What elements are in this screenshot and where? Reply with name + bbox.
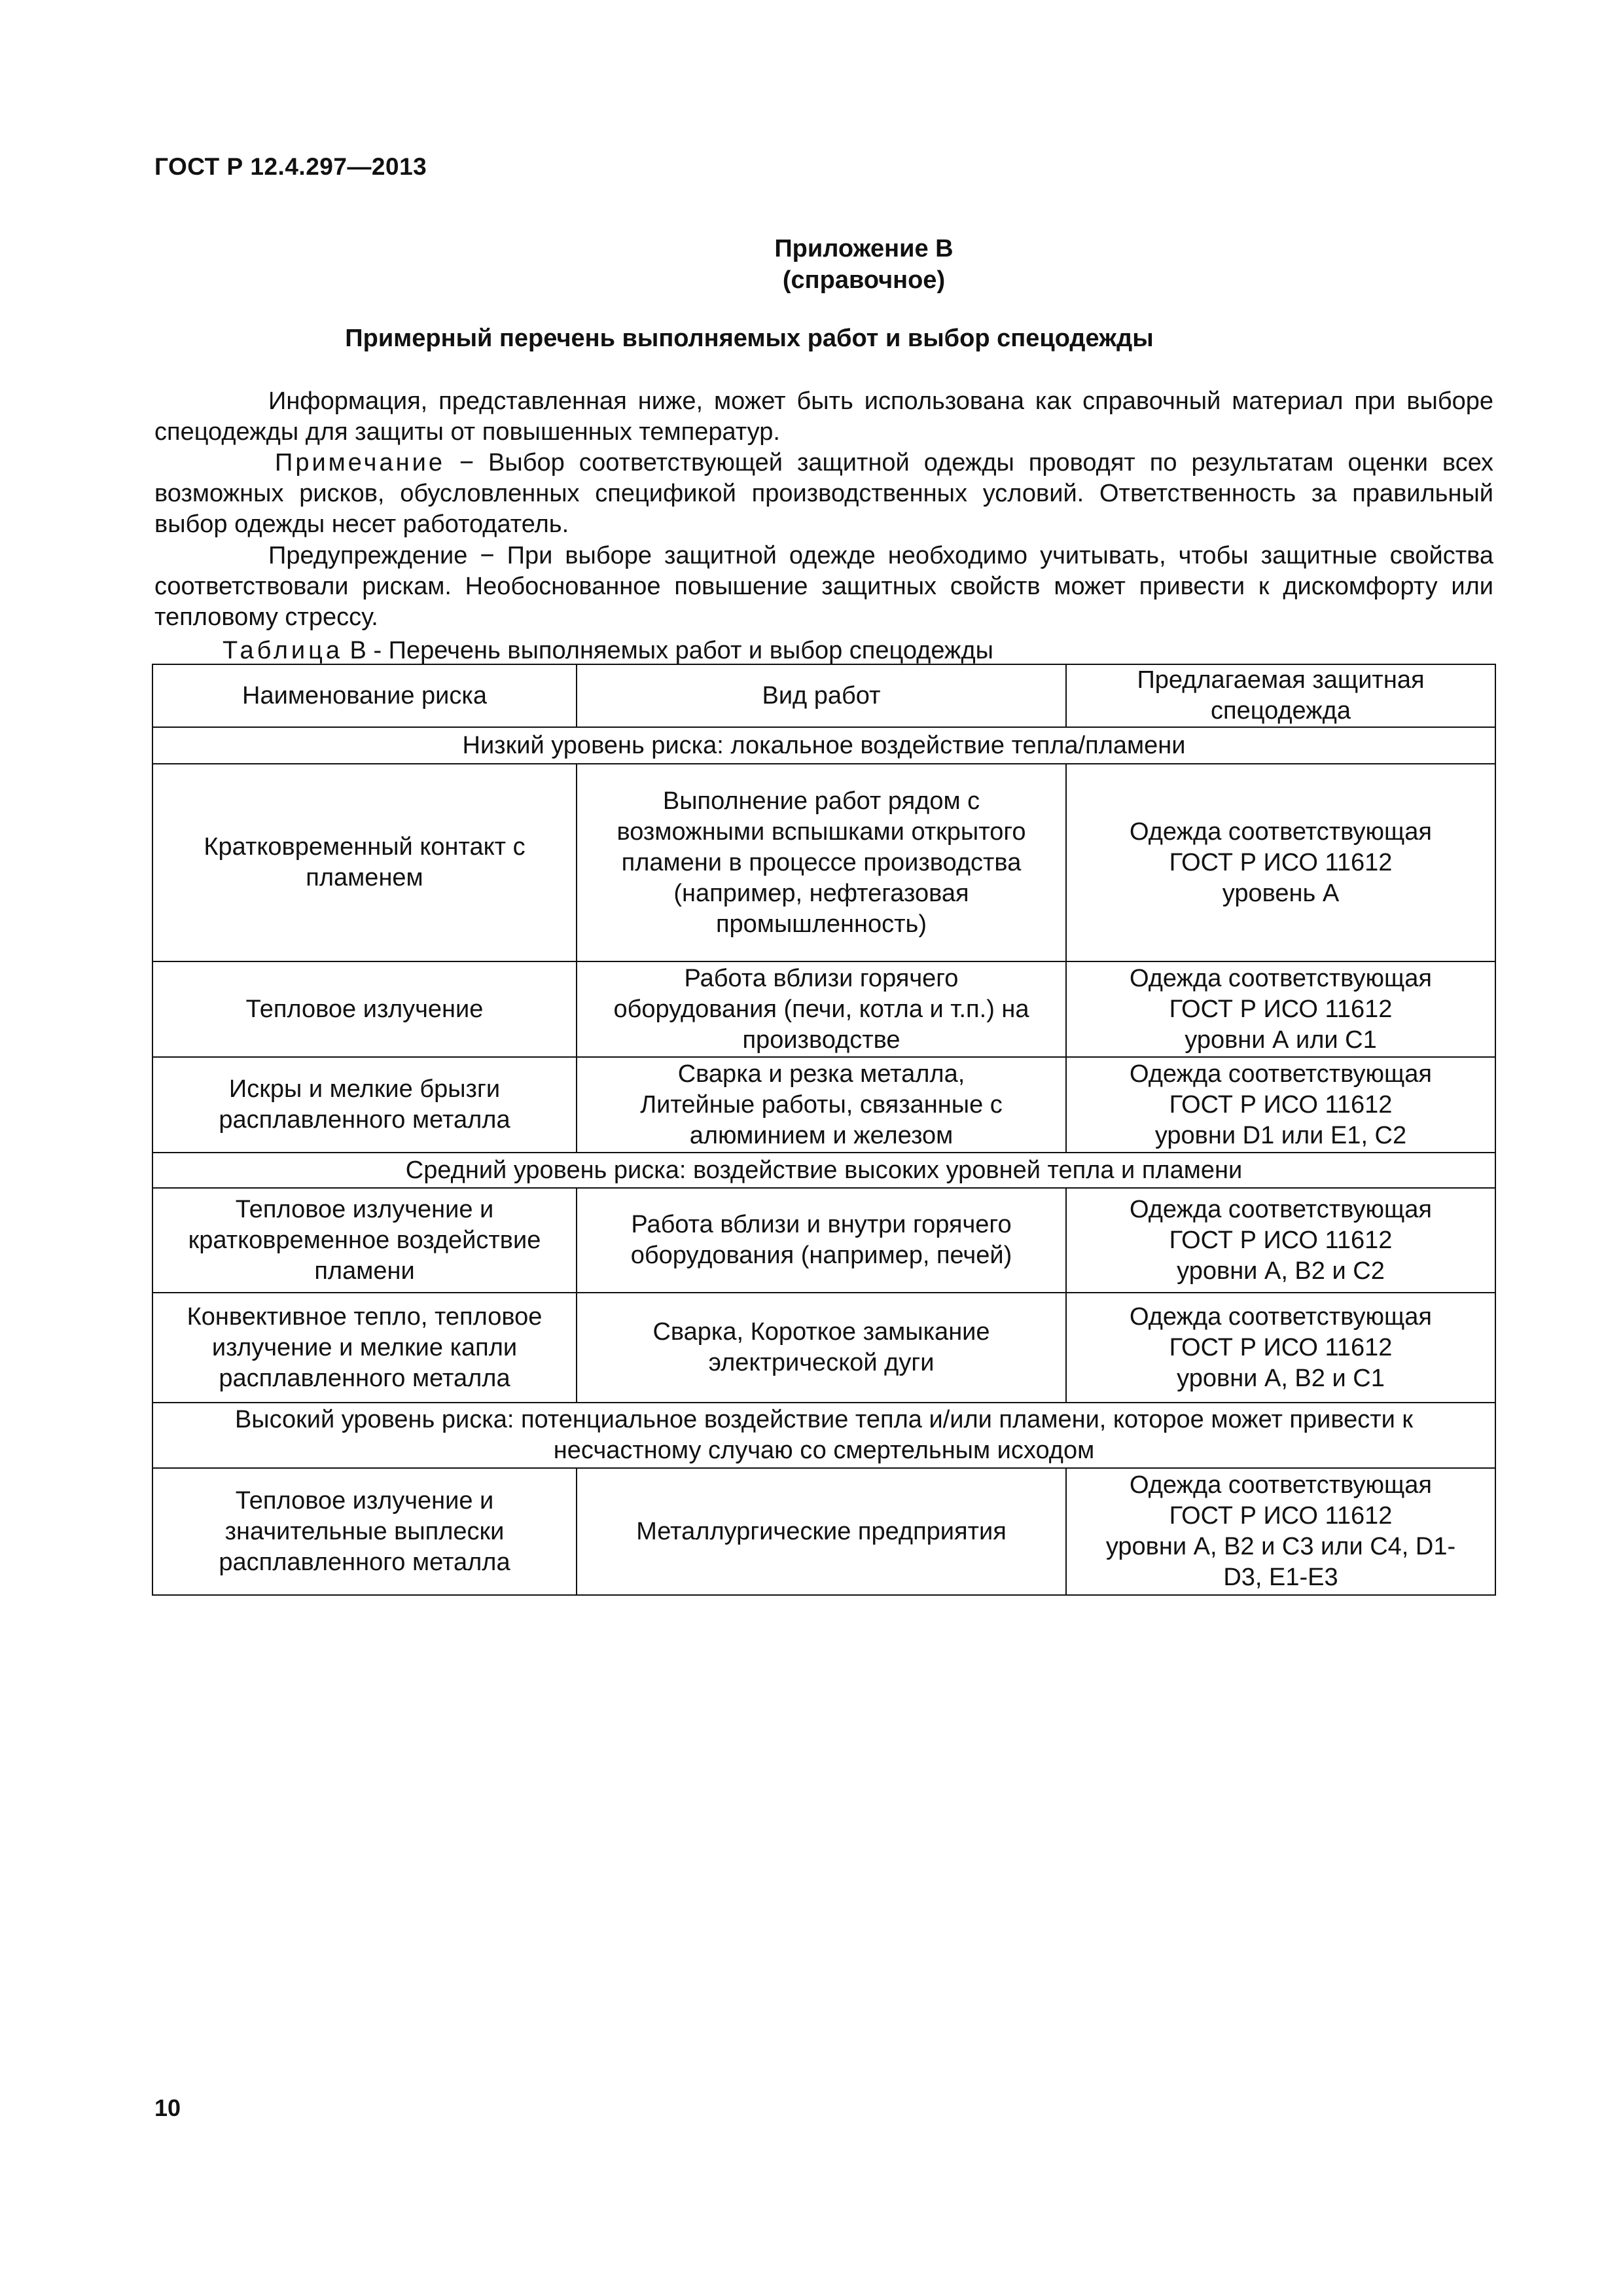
note-text: − Выбор соответствующей защитной одежды проводят по результатам оценки всех возможных рисков, обусловленных спецификой производственных условий. Ответственность за правильный выбор одежды несет работодатель. xyxy=(154,449,1493,538)
work-cell: Работа вблизи и внутри горячего оборудования (например, печей) xyxy=(577,1188,1066,1293)
info-paragraph: Информация, представленная ниже, может быть использована как справочный материал при выборе спецодежды для защиты от повышенных температур. xyxy=(154,387,1493,446)
group-title-high: Высокий уровень риска: потенциальное воздействие тепла и/или пламени, которое может привести к несчастному случаю со смертельным исходом xyxy=(152,1403,1495,1468)
work-cell: Сварка и резка металла, Литейные работы, связанные с алюминием и железом xyxy=(577,1057,1066,1153)
risk-cell: Кратковременный контакт с пламенем xyxy=(152,764,577,961)
header-risk-name: Наименование риска xyxy=(152,664,577,727)
table-row xyxy=(152,1188,1495,1293)
group-title-low: Низкий уровень риска: локальное воздействие тепла/пламени xyxy=(152,727,1495,764)
risk-cell: Конвективное тепло, тепловое излучение и мелкие капли расплавленного металла xyxy=(152,1293,577,1403)
group-row-low xyxy=(152,727,1495,764)
table-caption-text: В - Перечень выполняемых работ и выбор спецодежды xyxy=(343,637,993,664)
table-row xyxy=(152,961,1495,1057)
appendix-subtitle: (справочное) xyxy=(782,266,946,294)
clothing-cell: Одежда соответствующая ГОСТ Р ИСО 11612 уровни А, В2 и С2 xyxy=(1066,1188,1495,1293)
work-cell: Металлургические предприятия xyxy=(577,1468,1066,1595)
table-row xyxy=(152,1468,1495,1595)
risk-cell: Тепловое излучение и кратковременное воздействие пламени xyxy=(152,1188,577,1293)
document-code: ГОСТ Р 12.4.297—2013 xyxy=(154,153,427,180)
appendix-heading xyxy=(654,233,1073,296)
work-cell: Выполнение работ рядом с возможными вспышками открытого пламени в процессе производства (например, нефтегазовая промышленность) xyxy=(577,764,1066,961)
table-row xyxy=(152,764,1495,961)
section-title: Примерный перечень выполняемых работ и выбор спецодежды xyxy=(345,325,1154,352)
clothing-cell: Одежда соответствующая ГОСТ Р ИСО 11612 уровни А, В2 и С3 или С4, D1- D3, E1-E3 xyxy=(1066,1468,1495,1595)
warning-paragraph: Предупреждение − При выборе защитной одежде необходимо учитывать, чтобы защитные свойства соответствовали рискам. Необоснованное повышение защитных свойств может привести к дискомфорту или тепловому стрессу. xyxy=(154,542,1493,631)
table-header-row xyxy=(152,664,1495,727)
group-row-medium xyxy=(152,1153,1495,1188)
appendix-title: Приложение В xyxy=(774,235,954,262)
note-paragraph xyxy=(154,448,1493,540)
group-title-medium: Средний уровень риска: воздействие высоких уровней тепла и пламени xyxy=(152,1153,1495,1188)
page-number: 10 xyxy=(154,2094,181,2121)
table-row xyxy=(152,1293,1495,1403)
header-work-type: Вид работ xyxy=(577,664,1066,727)
risk-cell: Искры и мелкие брызги расплавленного металла xyxy=(152,1057,577,1153)
clothing-cell: Одежда соответствующая ГОСТ Р ИСО 11612 уровни А или С1 xyxy=(1066,961,1495,1057)
table-caption-label: Таблица xyxy=(223,637,343,664)
work-cell: Сварка, Короткое замыкание электрической дуги xyxy=(577,1293,1066,1403)
table-caption xyxy=(223,636,993,665)
risk-table xyxy=(152,664,1496,1596)
clothing-cell: Одежда соответствующая ГОСТ Р ИСО 11612 уровни А, В2 и С1 xyxy=(1066,1293,1495,1403)
group-row-high xyxy=(152,1403,1495,1468)
risk-cell: Тепловое излучение xyxy=(152,961,577,1057)
note-label: Примечание xyxy=(275,449,445,476)
table-row xyxy=(152,1057,1495,1153)
clothing-cell: Одежда соответствующая ГОСТ Р ИСО 11612 уровень А xyxy=(1066,764,1495,961)
header-protective-clothing: Предлагаемая защитная спецодежда xyxy=(1066,664,1495,727)
risk-cell: Тепловое излучение и значительные выплески расплавленного металла xyxy=(152,1468,577,1595)
work-cell: Работа вблизи горячего оборудования (печи, котла и т.п.) на производстве xyxy=(577,961,1066,1057)
clothing-cell: Одежда соответствующая ГОСТ Р ИСО 11612 уровни D1 или E1, C2 xyxy=(1066,1057,1495,1153)
